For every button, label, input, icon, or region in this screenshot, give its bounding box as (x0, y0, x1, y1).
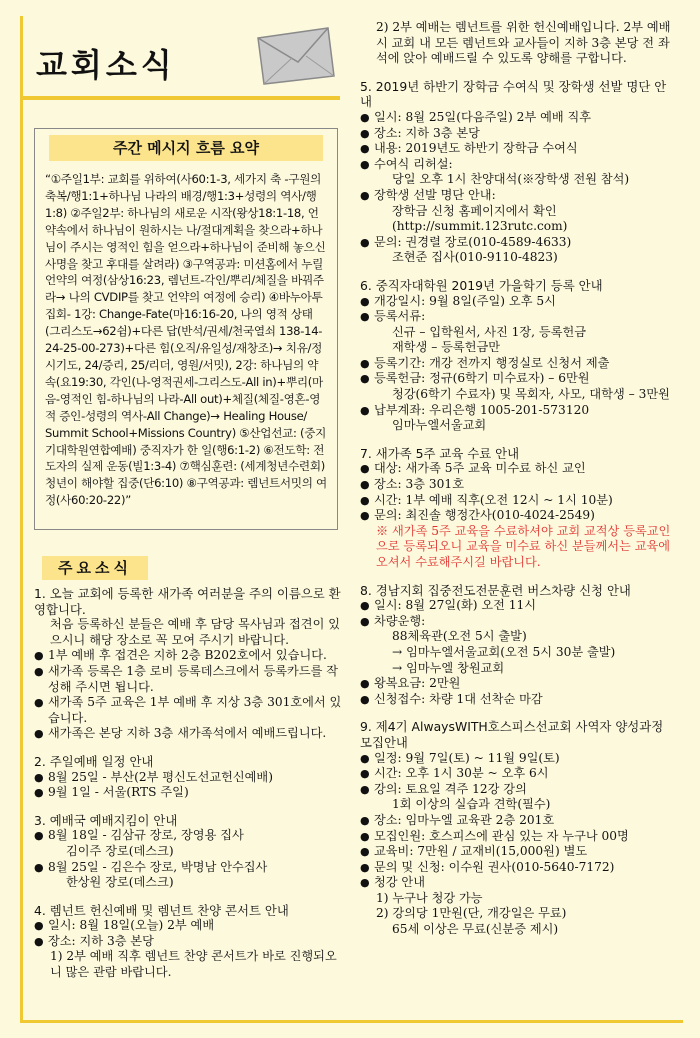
detail-line: 조현준 집사(010-9110-4823) (392, 250, 558, 265)
detail-line: 1) 2부 예배 직후 렘넌트 찬양 콘서트가 바로 진행되오니 많은 관람 바랍니다. (50, 949, 337, 980)
detail-line: 1회 이상의 실습과 견학(필수) (392, 797, 551, 812)
news-item-heading: 3. 예배국 예배지킴이 안내 (34, 812, 178, 828)
summary-box (34, 128, 338, 530)
bullet-line: ● 장학생 선발 명단 안내: (360, 188, 678, 204)
bullet-line: ● 일시: 8월 27일(화) 오전 11시 (360, 598, 678, 614)
news-item-heading: 8. 경남지회 집중전도전문훈련 버스차량 신청 안내 (360, 582, 631, 598)
news-item (360, 79, 678, 266)
right-news-list (360, 20, 678, 950)
envelope-icon (250, 20, 340, 90)
news-item (360, 719, 678, 937)
news-item-heading: 2. 주일예배 일정 안내 (34, 753, 154, 769)
news-item-heading: 7. 새가족 5주 교육 수료 안내 (360, 445, 520, 461)
news-item-heading: 6. 중직자대학원 2019년 가을학기 등록 안내 (360, 277, 603, 293)
summary-text: “①주일1부: 교회를 위하여(사60:1-3, 세가지 축 -구원의 축복/행1:1+하나님 나라의 배경/행1:3+성령의 역사/행1:8) ②주일2부: 하나님의 새로운 시작(왕상18:1-18, 언약속에서 하나님이 원하시는 나/절대계획을 찾으라+하나님이 주시는 영적인 힘을 얻으라+하나님이 준비해 놓으신 사명을 찾고 후대를 살려라) ③구역공과: 미션홈에서 누릴 언약의 여정(삼상16:23, 렘넌트-각인/뿌리/체질을 바꿔주라→ 나의 CVDIP를 찾고 언약의 여정에 승리) ④바누아투집회- 1강: Change-Fate(마16:16-20, 나의 영적 상태(그리스도→62쉼)+다른 답(반석/권세/천국열쇠 138-14-24-25-00-273)+다른 힘(오직/유일성/재창조)→ 치유/정시기도, 24/증리, 25/리더, 영원/서밋), 2강: 하나님의 약속(요19:30, 각인(나-영적권세-그리스도-All in)+뿌리(마음-영적인 힘-하나님의 나라-All out)+체질(체질-영혼-영적 증인-성령의 역사-All Change)→ Healing House/ Summit School+Missions Country) ⑤산업선교: (중지기대학원연합예배) 중직자가 한 일(행6:1-2) ⑥전도학: 전도자의 실제 운동(빌1:3-4) ⑦핵심훈련: (세계청년수련회) 청년이 해야할 집중(단6:10) ⑧구역공과: 렘넌트서밋의 여정(사60:20-22)” (45, 172, 327, 508)
bullet-line: ● 시간: 오후 1시 30분 ~ 오후 6시 (360, 766, 678, 782)
bullet-line: ● 문의 및 신청: 이수원 권사(010-5640-7172) (360, 860, 678, 876)
bullet-line: ● 왕복요금: 2만원 (360, 676, 678, 692)
bullet-line: ● 수여식 리허설: (360, 157, 678, 173)
news-item (360, 278, 678, 434)
bullet-line: ● 등록기간: 개강 전까지 행정실로 신청서 제출 (360, 356, 678, 372)
bullet-line: ● 개강일시: 9월 8일(주일) 오후 5시 (360, 294, 678, 310)
bullet-line: ● 청강 안내 (360, 875, 678, 891)
detail-line: 청강(6학기 수료자) 및 목회자, 사모, 대학생 – 3만원 (392, 387, 670, 402)
bullet-line: ● 강의: 토요일 격주 12강 강의 (360, 782, 678, 798)
bullet-line: ● 새가족 등록은 1층 로비 등록데스크에서 등록카드를 작성해 주시면 됩니다. (34, 664, 344, 695)
bullet-line: ● 일시: 8월 25일(다음주일) 2부 예배 직후 (360, 110, 678, 126)
detail-line: 재학생 – 등록헌금만 (392, 340, 501, 355)
bullet-line: ● 8월 25일 - 부산(2부 평신도선교헌신예배) (34, 770, 344, 786)
news-item (360, 446, 678, 571)
detail-line: 김이주 장로(데스크) (66, 843, 174, 858)
news-item (34, 754, 344, 801)
left-news-list (34, 586, 344, 993)
bullet-line: ● 장소: 지하 3층 본당 (34, 934, 344, 950)
bullet-line: ● 새가족 5주 교육은 1부 예배 후 지상 3층 301호에서 있습니다. (34, 695, 344, 726)
news-heading: 주요소식 (42, 556, 148, 580)
summary-heading: 주간 메시지 흐름 요약 (49, 135, 323, 161)
bullet-line: ● 장소: 지하 3층 본당 (360, 126, 678, 142)
bullet-line: ● 9월 1일 - 서울(RTS 주일) (34, 785, 344, 801)
detail-line: 임마누엘서울교회 (392, 418, 487, 433)
detail-line: 장학금 신청 홈페이지에서 확인 (http://summit.123rutc.com) (392, 203, 568, 234)
detail-line: 처음 등록하신 분들은 예배 후 담당 목사님과 접견이 있으시니 해당 장소로 꼭 모여 주시기 바랍니다. (50, 617, 341, 647)
detail-line: 2) 강의당 1만원(단, 개강일은 무료) (376, 906, 567, 921)
title-underline (22, 96, 340, 100)
detail-line: 신규 – 입학원서, 사진 1장, 등록헌금 (392, 324, 587, 339)
news-item (360, 583, 678, 708)
bullet-line: ● 차량운행: (360, 614, 678, 630)
bullet-line: ● 일정: 9월 7일(토) ~ 11월 9일(토) (360, 751, 678, 767)
detail-line: 당일 오후 1시 찬양대석(※장학생 전원 참석) (392, 172, 630, 187)
news-item (34, 586, 344, 742)
bullet-line: ● 등록서류: (360, 309, 678, 325)
bullet-line: ● 문의: 최진솔 행정간사(010-4024-2549) (360, 508, 678, 524)
bullet-line: ● 납부계좌: 우리은행 1005-201-573120 (360, 403, 678, 419)
bullet-line: ● 신청접수: 차량 1대 선착순 마감 (360, 692, 678, 708)
detail-line: 88체육관(오전 5시 출발) (392, 629, 527, 644)
bullet-line: ● 새가족은 본당 지하 3층 새가족석에서 예배드립니다. (34, 726, 344, 742)
news-item-heading: 4. 렘넌트 헌신예배 및 렘넌트 찬양 콘서트 안내 (34, 902, 289, 918)
bullet-line: ● 교육비: 7만원 / 교재비(15,000원) 별도 (360, 844, 678, 860)
bullet-line: ● 장소: 임마누엘 교육관 2층 201호 (360, 813, 678, 829)
detail-line: 1) 누구나 청강 가능 (376, 890, 483, 905)
detail-line: 65세 이상은 무료(신분증 제시) (392, 922, 559, 937)
news-item-heading: 5. 2019년 하반기 장학금 수여식 및 장학생 선발 명단 안내 (360, 78, 667, 110)
detail-line: 2) 2부 예배는 렘넌트를 위한 헌신예배입니다. 2부 예배 시 교회 내 모든 렘넌트와 교사들이 지하 3층 본당 전 좌석에 앉아 예배드릴 수 있도록 양해를 구합니다. (376, 20, 671, 66)
bullet-line: ● 문의: 권경렬 장로(010-4589-4633) (360, 235, 678, 251)
news-item (34, 813, 344, 891)
bullet-line: ● 시간: 1부 예배 직후(오전 12시 ~ 1시 10분) (360, 493, 678, 509)
bullet-line: ● 1부 예배 후 접견은 지하 2층 B202호에서 있습니다. (34, 648, 344, 664)
news-item (34, 903, 344, 981)
detail-line: → 임마누엘서울교회(오전 5시 30분 출발) (392, 644, 616, 659)
bullet-line: ● 내용: 2019년도 하반기 장학금 수여식 (360, 141, 678, 157)
news-item-heading: 9. 제4기 AlwaysWITH호스피스선교회 사역자 양성과정 모집안내 (360, 719, 664, 750)
news-item-heading: 1. 오늘 교회에 등록한 새가족 여러분을 주의 이름으로 환영합니다. (34, 586, 341, 617)
bullet-line: ● 8월 25일 - 김은수 장로, 박명남 안수집사 (34, 860, 344, 876)
bullet-line: ● 장소: 3층 301호 (360, 477, 678, 493)
page-title: 교회소식 (36, 46, 176, 84)
news-item (360, 20, 678, 67)
detail-line: 한상원 장로(데스크) (66, 875, 174, 890)
bullet-line: ● 등록헌금: 정규(6학기 미수료자) – 6만원 (360, 371, 678, 387)
bullet-line: ● 일시: 8월 18일(오늘) 2부 예배 (34, 918, 344, 934)
bullet-line: ● 대상: 새가족 5주 교육 미수료 하신 교인 (360, 461, 678, 477)
bullet-line: ● 8월 18일 - 김삼규 장로, 장영용 집사 (34, 828, 344, 844)
bullet-line: ● 모집인원: 호스피스에 관심 있는 자 누구나 00명 (360, 829, 678, 845)
detail-line: ※ 새가족 5주 교육을 수료하셔야 교회 교적상 등록교인으로 등록되오니 교육을 미수료 하신 분들께서는 교육에 오셔서 수료해주시길 바랍니다. (376, 523, 671, 569)
detail-line: → 임마누엘 창원교회 (392, 660, 505, 675)
